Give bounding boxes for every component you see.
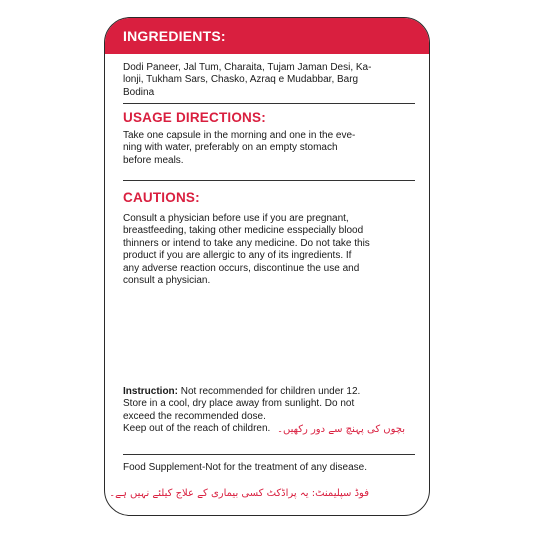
divider — [123, 103, 415, 104]
cautions-line: consult a physician. — [123, 275, 211, 287]
usage-line: ning with water, preferably on an empty stomach — [123, 142, 338, 154]
cautions-line: thinners or intend to take any medicine. Do not take this — [123, 237, 370, 249]
usage-heading: USAGE DIRECTIONS: — [123, 110, 266, 125]
ingredients-heading: INGREDIENTS: — [105, 18, 429, 54]
label-card — [104, 17, 430, 516]
ingredients-line: Bodina — [123, 86, 155, 98]
usage-text — [123, 130, 403, 167]
ingredients-line: Dodi Paneer, Jal Tum, Charaita, Tujam Jaman Desi, Ka- — [123, 62, 372, 73]
instruction-line: exceed the recommended dose. — [123, 410, 266, 422]
cautions-line: product if you are allergic to any of its ingredients. If — [123, 250, 352, 262]
footer-text: Food Supplement-Not for the treatment of any disease. — [123, 462, 368, 473]
cautions-line: Consult a physician before use if you are pregnant, — [123, 213, 349, 224]
ingredients-text — [123, 62, 403, 99]
usage-line: Take one capsule in the morning and one in the eve- — [123, 130, 356, 141]
instruction-line: Store in a cool, dry place away from sunlight. Do not — [123, 398, 355, 410]
usage-line: before meals. — [123, 154, 184, 166]
cautions-line: breastfeeding, taking other medicine esspecially blood — [123, 225, 364, 237]
instruction-line — [123, 386, 415, 398]
urdu-footer-text: فوڈ سپلیمنٹ: یہ پراڈکٹ کسی بیماری کے علاج کیلئے نہیں ہے۔ — [109, 488, 369, 499]
instruction-label: Instruction: — [123, 386, 178, 397]
urdu-keep-away-text: بچوں کی پہنچ سے دور رکھیں۔ — [277, 424, 405, 435]
ingredients-line: lonji, Tukham Sars, Chasko, Azraq e Mudabbar, Barg — [123, 74, 359, 86]
cautions-heading: CAUTIONS: — [123, 190, 200, 205]
instruction-line-1: Not recommended for children under 12. — [178, 386, 361, 397]
divider — [123, 454, 415, 455]
instruction-line: Keep out of the reach of children. — [123, 423, 271, 435]
divider — [123, 180, 415, 181]
cautions-text — [123, 213, 415, 287]
cautions-line: any adverse reaction occurs, discontinue the use and — [123, 262, 360, 274]
